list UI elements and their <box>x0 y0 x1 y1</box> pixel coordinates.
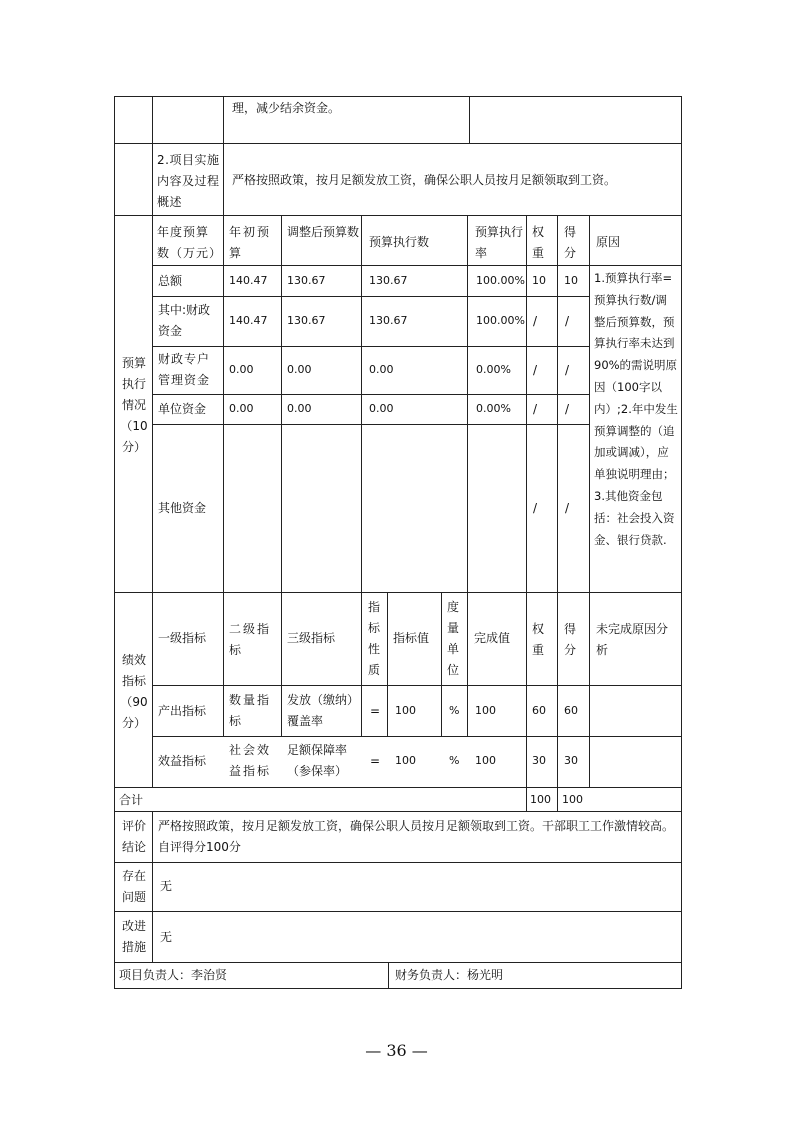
finance-lead: 财务负责人：杨光明 <box>395 968 504 982</box>
budget-row-score: / <box>565 402 570 416</box>
budget-row-label: 其中:财政资金 <box>158 303 211 338</box>
budget-row-rate: 100.00% <box>476 274 525 287</box>
budget-row-label: 单位资金 <box>158 402 207 416</box>
performance-section-label: 绩效指标（90分） <box>120 653 148 730</box>
perf-row-unit: % <box>449 704 460 717</box>
perf-row-done: 100 <box>475 704 496 717</box>
header-score: 得分 <box>564 225 577 260</box>
content-label: 2.项目实施内容及过程概述 <box>157 153 220 209</box>
perf-header-value: 指标值 <box>393 631 430 645</box>
perf-header-level3: 三级指标 <box>287 631 336 645</box>
perf-row-level2: 社会效益指标 <box>229 743 272 778</box>
perf-row-level3: 发放（缴纳）覆盖率 <box>287 693 360 728</box>
budget-row-label: 财政专户管理资金 <box>158 352 211 387</box>
budget-section-label: 预算执行情况（10分） <box>120 356 148 454</box>
perf-row-nature: = <box>370 754 381 768</box>
perf-row-score: 60 <box>564 704 578 717</box>
evaluation-text: 严格按照政策，按月足额发放工资，确保公职人员按月足额领取到工资。干部职工工作激情较高。自评得分100分 <box>158 819 675 854</box>
budget-row-initial: 140.47 <box>229 274 268 287</box>
perf-row-level1: 效益指标 <box>158 754 207 768</box>
perf-header-score: 得分 <box>564 622 577 657</box>
budget-row-score: / <box>565 363 570 377</box>
budget-row-executed: 130.67 <box>369 274 408 287</box>
budget-row-weight: / <box>533 363 538 377</box>
budget-row-adjusted: 0.00 <box>287 363 312 376</box>
perf-header-reason: 未完成原因分析 <box>596 622 669 657</box>
header-adjusted: 调整后预算数 <box>287 225 360 239</box>
perf-header-level1: 一级指标 <box>158 631 207 645</box>
budget-row-adjusted: 130.67 <box>287 314 326 327</box>
budget-row-score: / <box>565 501 570 515</box>
budget-row-rate: 100.00% <box>476 314 525 327</box>
budget-row-rate: 0.00% <box>476 363 511 376</box>
content-text: 严格按照政策，按月足额发放工资，确保公职人员按月足额领取到工资。 <box>232 173 617 187</box>
header-year-budget: 年度预算数（万元） <box>157 225 223 260</box>
header-reason: 原因 <box>596 235 621 249</box>
perf-row-level3: 足额保障率（参保率） <box>287 743 348 778</box>
budget-row-label: 总额 <box>158 274 183 288</box>
budget-row-weight: / <box>533 314 538 328</box>
evaluation-label: 评价结论 <box>121 819 146 854</box>
budget-row-initial: 0.00 <box>229 402 254 415</box>
perf-header-done: 完成值 <box>474 631 511 645</box>
total-weight: 100 <box>530 793 551 806</box>
header-initial: 年初预算 <box>229 225 272 260</box>
budget-row-score: / <box>565 314 570 328</box>
header-weight: 权重 <box>532 225 545 260</box>
perf-row-level1: 产出指标 <box>158 704 207 718</box>
budget-row-score: 10 <box>564 274 578 287</box>
perf-row-level2: 数量指标 <box>229 693 272 728</box>
total-label: 合计 <box>119 793 144 807</box>
budget-row-initial: 0.00 <box>229 363 254 376</box>
perf-header-weight: 权重 <box>532 622 545 657</box>
budget-row-weight: / <box>533 402 538 416</box>
perf-row-score: 30 <box>564 754 578 767</box>
improve-label: 改进措施 <box>121 919 146 954</box>
budget-reason-text: 1.预算执行率=预算执行数/调整后预算数，预算执行率未达到90%的需说明原因（100字以内）;2.年中发生预算调整的（追加或调减），应单独说明理由；3.其他资金包括：社会投入资金、银行贷款. <box>594 271 678 547</box>
budget-row-weight: / <box>533 501 538 515</box>
issues-label: 存在问题 <box>121 869 146 904</box>
total-score: 100 <box>562 793 583 806</box>
perf-row-nature: = <box>370 704 381 718</box>
budget-row-adjusted: 0.00 <box>287 402 312 415</box>
perf-row-done: 100 <box>475 754 496 767</box>
header-rate: 预算执行率 <box>475 225 524 260</box>
project-lead: 项目负责人：李治贤 <box>119 968 228 982</box>
budget-row-adjusted: 130.67 <box>287 274 326 287</box>
improve-text: 无 <box>160 930 173 944</box>
budget-row-initial: 140.47 <box>229 314 268 327</box>
issues-text: 无 <box>160 879 173 893</box>
budget-row-weight: 10 <box>532 274 546 287</box>
perf-header-nature: 指标性质 <box>368 600 381 677</box>
perf-header-level2: 二级指标 <box>229 622 272 657</box>
header-executed: 预算执行数 <box>369 235 430 249</box>
continued-text: 理，减少结余资金。 <box>232 101 341 115</box>
page-number: — 36 — <box>365 1041 428 1060</box>
perf-row-value: 100 <box>395 754 416 767</box>
budget-row-executed: 130.67 <box>369 314 408 327</box>
perf-row-weight: 30 <box>532 754 546 767</box>
budget-row-executed: 0.00 <box>369 402 394 415</box>
budget-row-label: 其他资金 <box>158 501 207 515</box>
perf-row-weight: 60 <box>532 704 546 717</box>
budget-row-rate: 0.00% <box>476 402 511 415</box>
budget-row-executed: 0.00 <box>369 363 394 376</box>
perf-row-unit: % <box>449 754 460 767</box>
perf-header-unit: 度量单位 <box>447 600 460 677</box>
perf-row-value: 100 <box>395 704 416 717</box>
